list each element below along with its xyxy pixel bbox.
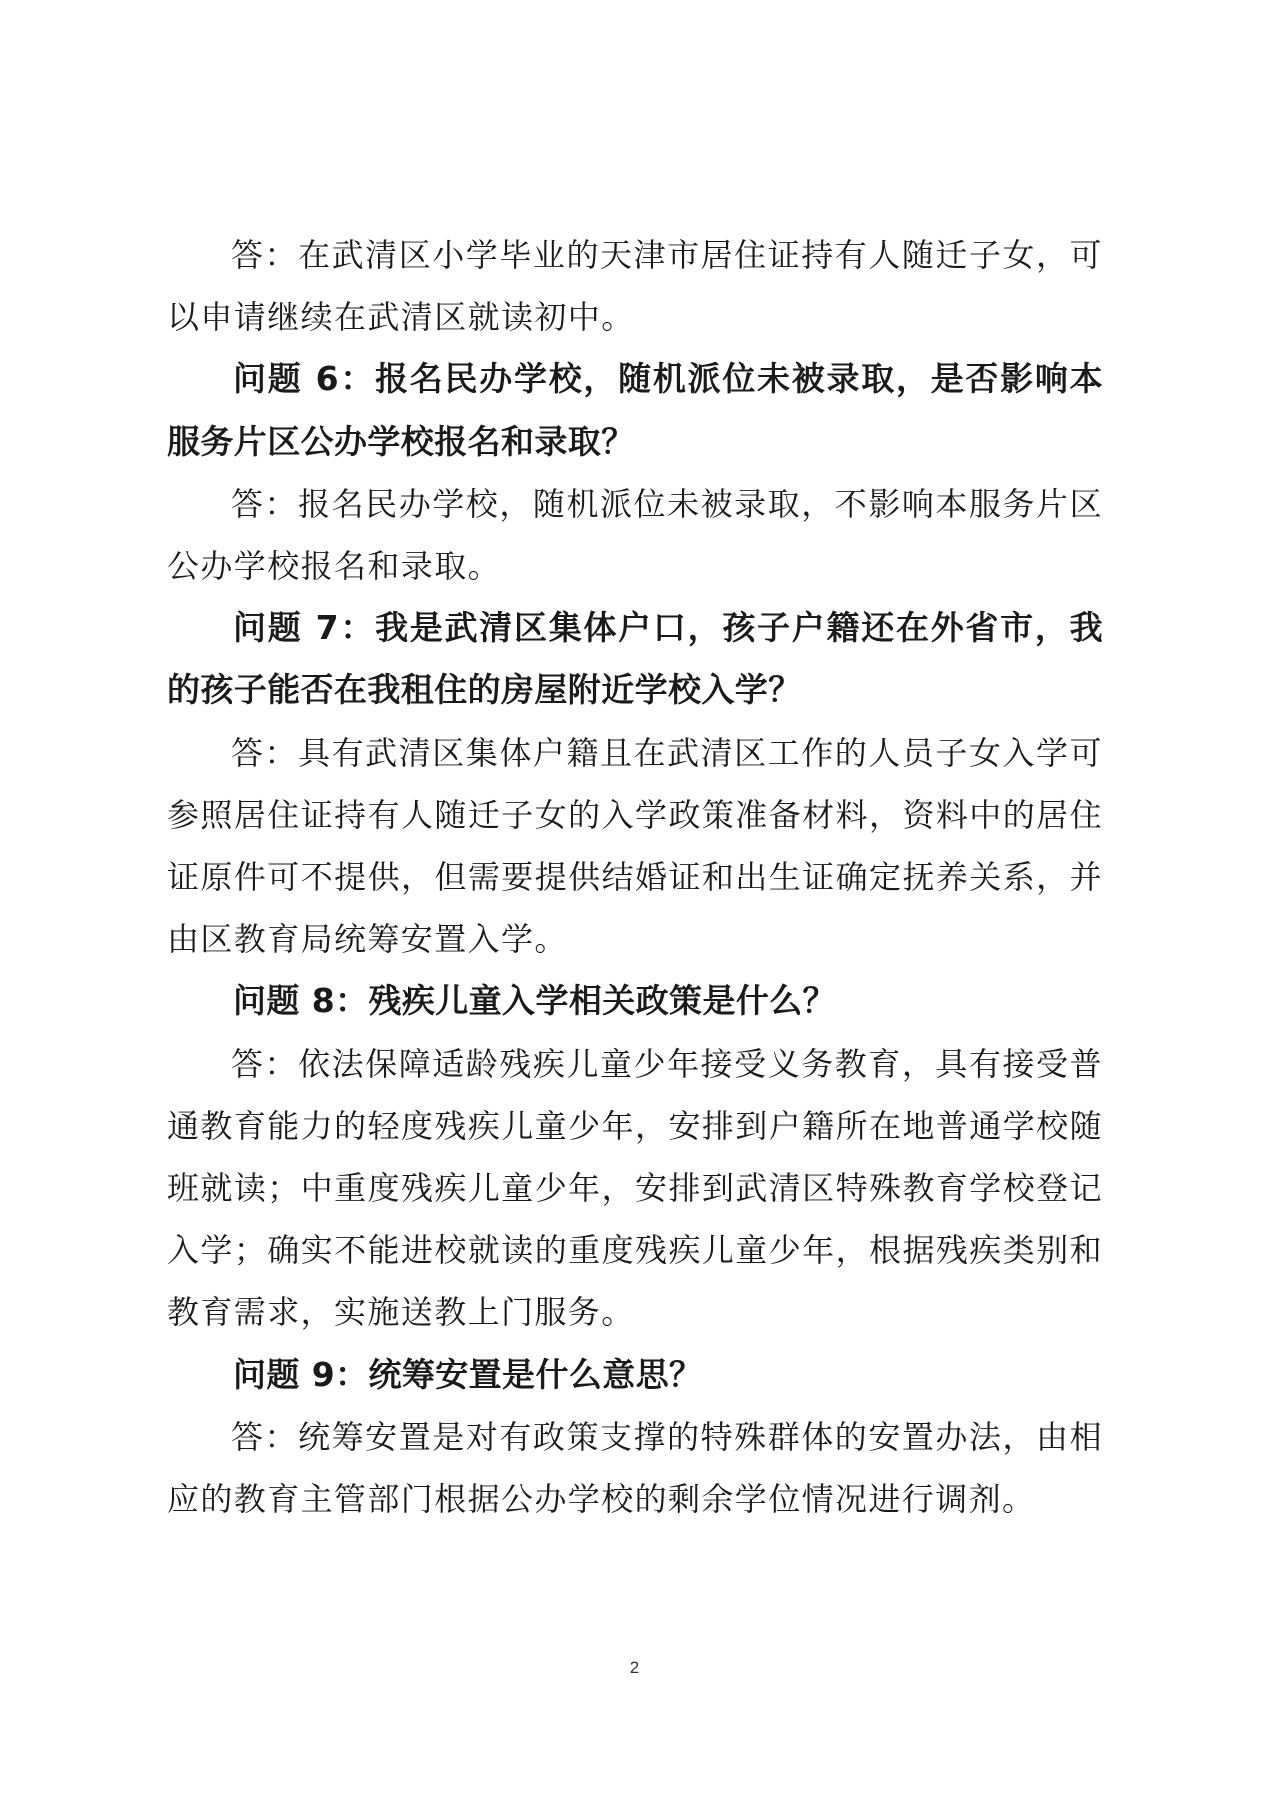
answer-paragraph: 答：具有武清区集体户籍且在武清区工作的人员子女入学可参照居住证持有人随迁子女的入学政策准备材料，资料中的居住证原件可不提供，但需要提供结婚证和出生证确定抚养关系，并由区教育局统筹安置入学。 — [167, 733, 1103, 959]
answer-paragraph: 答：在武清区小学毕业的天津市居住证持有人随迁子女，可以申请继续在武清区就读初中。 — [167, 236, 1103, 337]
question-heading: 问题 7：我是武清区集体户口，孩子户籍还在外省市，我的孩子能否在我租住的房屋附近学校入学？ — [167, 608, 1103, 710]
answer-paragraph: 答：统筹安置是对有政策支撑的特殊群体的安置办法，由相应的教育主管部门根据公办学校的剩余学位情况进行调剂。 — [167, 1417, 1103, 1519]
document-body — [167, 224, 1103, 1530]
answer-paragraph: 答：报名民办学校，随机派位未被录取，不影响本服务片区公办学校报名和录取。 — [167, 484, 1103, 586]
page-number: 2 — [629, 1658, 640, 1677]
question-heading: 问题 6：报名民办学校，随机派位未被录取，是否影响本服务片区公办学校报名和录取？ — [167, 359, 1103, 461]
answer-paragraph: 答：依法保障适龄残疾儿童少年接受义务教育，具有接受普通教育能力的轻度残疾儿童少年，安排到户籍所在地普通学校随班就读；中重度残疾儿童少年，安排到武清区特殊教育学校登记入学；确实不能进校就读的重度残疾儿童少年，根据残疾类别和教育需求，实施送教上门服务。 — [167, 1044, 1103, 1332]
question-heading: 问题 9：统筹安置是什么意思？ — [233, 1354, 703, 1394]
question-heading: 问题 8：残疾儿童入学相关政策是什么？ — [233, 981, 837, 1021]
